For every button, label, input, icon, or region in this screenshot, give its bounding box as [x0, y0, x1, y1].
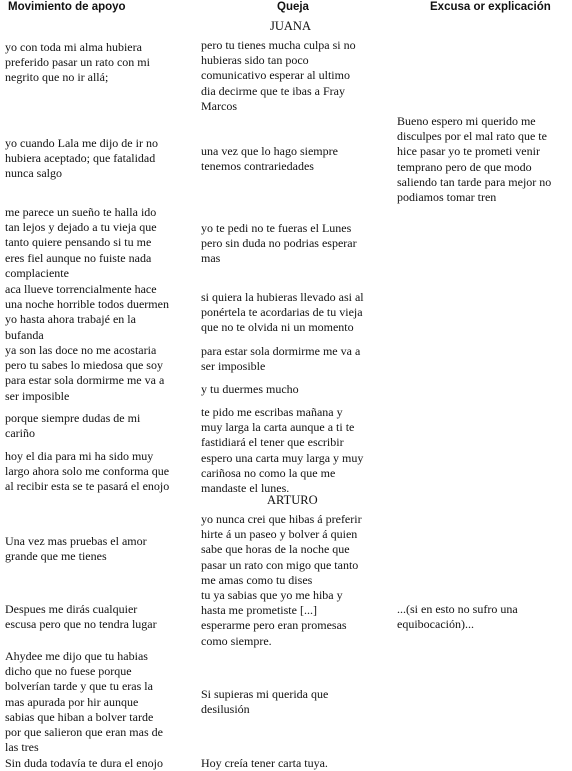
apoyo-cell: yo cuando Lala me dijo de ir no hubiera aceptado; que fatalidad nunca salgo [5, 136, 158, 181]
queja-cell: pero tu tienes mucha culpa si no hubieras sido tan poco comunicativo esperar al ultimo dia decirme que te ibas a Fray Marcos [201, 38, 356, 113]
apoyo-cell: Ahydee me dijo que tu habias dicho que no fuese porque bolverían tarde y que tu eras la mas apurada por hir aunque sabias que hiban a bolver tarde por que salieron que eran mas de las tres [5, 649, 163, 755]
apoyo-cell: Sin duda todavía te dura el enojo [5, 756, 163, 770]
header-excusa: Excusa or explicación [430, 1, 551, 13]
apoyo-cell: ya son las doce no me acostaria pero tu sabes lo miedosa que soy para estar sola dormirme me va a ser imposible [5, 343, 165, 403]
queja-cell: Hoy creía tener carta tuya. [201, 756, 328, 770]
excusa-cell: ...(si en esto no sufro una equibocación)... [397, 602, 518, 632]
queja-cell: Si supieras mi querida que desilusión [201, 687, 329, 717]
header-movimiento-de-apoyo: Movimiento de apoyo [8, 1, 126, 13]
apoyo-cell: aca llueve torrencialmente hace una noche horrible todos duermen yo hasta ahora trabajé en la bufanda [5, 282, 169, 342]
queja-cell: y tu duermes mucho [201, 382, 299, 396]
queja-cell: yo te pedi no te fueras el Lunes pero sin duda no podrias esperar mas [201, 221, 357, 266]
apoyo-cell: Despues me dirás cualquier escusa pero que no tendra lugar [5, 602, 157, 632]
apoyo-cell: me parece un sueño te halla ido tan lejos y dejado a tu vieja que tanto quiere pensando si tu me eres fiel aunque no fuiste nada complaciente [5, 205, 157, 280]
apoyo-cell: hoy el dia para mi ha sido muy largo ahora solo me conforma que al recibir esta se te pasará el enojo [5, 449, 170, 494]
apoyo-cell: porque siempre dudas de mi cariño [5, 411, 141, 441]
queja-cell: yo nunca crei que hibas á preferir hirte á un paseo y bolver á quien sabe que horas de la noche que pasar un rato con migo que tanto me amas como tu dises [201, 512, 362, 587]
queja-cell: una vez que lo hago siempre tenemos contrariedades [201, 144, 338, 174]
section-arturo: ARTURO [267, 493, 318, 507]
queja-cell: tu ya sabias que yo me hiba y hasta me prometiste [...] esperarme pero eran promesas como siempre. [201, 588, 347, 648]
queja-cell: te pido me escribas mañana y muy larga la carta aunque a ti te fastidiará el tener que escribir espero una carta muy larga y muy cariñosa no como la que me mandaste el lunes. [201, 405, 364, 496]
header-queja: Queja [277, 1, 309, 13]
apoyo-cell: Una vez mas pruebas el amor grande que me tienes [5, 534, 147, 564]
queja-cell: si quiera la hubieras llevado asi al ponértela te acordarias de tu vieja que no te olvida ni un momento [201, 290, 364, 335]
excusa-cell: Bueno espero mi querido me disculpes por el mal rato que te hice pasar yo te prometi venir temprano pero de que modo saliendo tan tarde para mejor no podiamos tomar tren [397, 114, 552, 205]
section-juana: JUANA [270, 19, 311, 33]
apoyo-cell: yo con toda mi alma hubiera preferido pasar un rato con mi negrito que no ir allá; [5, 40, 150, 85]
queja-cell: para estar sola dormirme me va a ser imposible [201, 344, 361, 374]
